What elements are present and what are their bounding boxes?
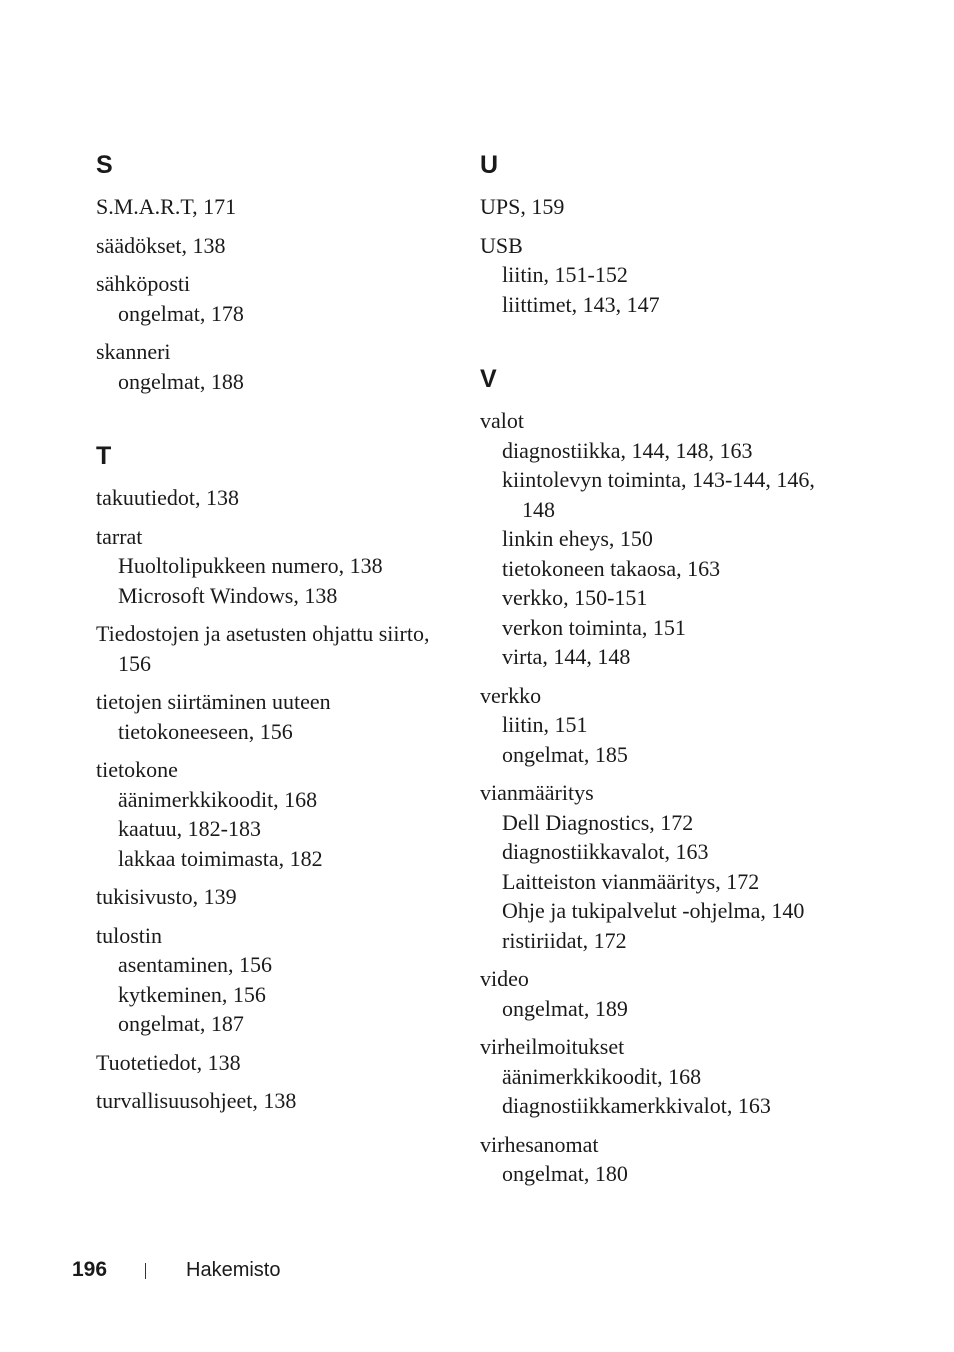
entry-subterm: Huoltolipukkeen numero, 138 — [118, 553, 383, 578]
section-letter: V — [480, 365, 497, 393]
index-entry — [96, 231, 456, 261]
entry-term: tukisivusto, 139 — [96, 884, 237, 909]
footer-separator — [145, 1263, 146, 1279]
entry-subterm: äänimerkkikoodit, 168 — [502, 1063, 702, 1089]
section-letter: T — [96, 442, 112, 470]
entry-term: takuutiedot, 138 — [96, 485, 239, 510]
entry-term: turvallisuusohjeet, 138 — [96, 1088, 297, 1113]
index-entry — [480, 778, 840, 955]
entry-term: vianmääritys — [480, 780, 594, 805]
entry-subterm: diagnostiikkamerkkivalot, 163 — [502, 1093, 771, 1118]
entry-subterm: verkko, 150-151 — [502, 585, 648, 610]
section-letter: S — [96, 151, 113, 179]
entry-subterm: ongelmat, 185 — [502, 741, 628, 767]
index-entry — [96, 619, 456, 678]
index-section — [96, 441, 456, 1116]
entry-term: tarrat — [96, 523, 143, 549]
index-section — [96, 150, 456, 396]
entry-term: virhesanomat — [480, 1131, 599, 1157]
entry-subterm: ristiriidat, 172 — [502, 927, 627, 953]
entry-subterm: tietokoneen takaosa, 163 — [502, 555, 721, 581]
index-entry — [480, 406, 840, 672]
entry-subterm: liitin, 151 — [502, 712, 588, 737]
index-entry — [96, 192, 456, 222]
index-entry — [480, 964, 840, 1023]
entry-subterm: ongelmat, 187 — [118, 1011, 244, 1036]
entry-subterm: kytkeminen, 156 — [118, 981, 266, 1007]
index-entry — [480, 231, 840, 320]
entry-subterm: linkin eheys, 150 — [502, 526, 653, 551]
entry-subterm: diagnostiikka, 144, 148, 163 — [502, 437, 753, 463]
entry-term: Tuotetiedot, 138 — [96, 1049, 241, 1075]
index-entry — [96, 921, 456, 1039]
index-entry — [96, 483, 456, 513]
entry-term: tietokone — [96, 757, 178, 782]
entry-subterm: lakkaa toimimasta, 182 — [118, 845, 323, 871]
entry-subterm: diagnostiikkavalot, 163 — [502, 839, 709, 864]
entry-term: tulostin — [96, 922, 163, 948]
entry-subterm: Dell Diagnostics, 172 — [502, 809, 694, 835]
index-entry — [96, 755, 456, 873]
entry-subterm: verkon toiminta, 151 — [502, 614, 686, 640]
entry-subterm: ongelmat, 188 — [118, 368, 244, 394]
index-entry — [96, 1048, 456, 1078]
index-entry — [96, 687, 456, 746]
entry-subterm: ongelmat, 178 — [118, 300, 244, 326]
index-entry — [480, 681, 840, 770]
index-section — [480, 150, 840, 319]
section-letter: U — [480, 151, 499, 179]
entry-subterm: kaatuu, 182-183 — [118, 816, 261, 841]
index-entry — [480, 192, 840, 222]
entry-subterm: asentaminen, 156 — [118, 952, 272, 977]
page-number: 196 — [72, 1258, 108, 1281]
entry-term: skanneri — [96, 339, 171, 364]
entry-subterm: Ohje ja tukipalvelut -ohjelma, 140 — [502, 898, 805, 923]
index-entry — [96, 1086, 456, 1116]
entry-subterm: liittimet, 143, 147 — [502, 291, 660, 317]
index-column-right — [480, 150, 840, 1234]
entry-term: säädökset, 138 — [96, 232, 226, 258]
index-column-left — [96, 150, 456, 1161]
index-entry — [480, 1032, 840, 1121]
index-entry — [96, 882, 456, 912]
entry-term: USB — [480, 232, 523, 258]
entry-term: valot — [480, 408, 524, 433]
entry-subterm: Laitteiston vianmääritys, 172 — [502, 868, 760, 894]
entry-subterm: ongelmat, 180 — [502, 1161, 628, 1186]
entry-term: virheilmoitukset — [480, 1034, 625, 1059]
entry-subterm: liitin, 151-152 — [502, 262, 628, 287]
index-entry — [480, 1130, 840, 1189]
entry-term: UPS, 159 — [480, 194, 565, 219]
entry-subterm: Microsoft Windows, 138 — [118, 582, 338, 608]
index-entry — [96, 337, 456, 396]
entry-term: Tiedostojen ja asetusten ohjattu siirto, 156 — [96, 621, 430, 676]
index-section — [480, 364, 840, 1189]
entry-subterm: kiintolevyn toiminta, 143-144, 146, 148 — [502, 467, 815, 522]
page-footer — [0, 1256, 954, 1286]
entry-term: tietojen siirtäminen uuteen tietokoneeseen, 156 — [96, 689, 331, 744]
footer-title: Hakemisto — [186, 1259, 281, 1281]
index-entry — [96, 522, 456, 611]
entry-term: sähköposti — [96, 271, 191, 296]
entry-term: video — [480, 966, 529, 991]
entry-term: S.M.A.R.T, 171 — [96, 194, 237, 219]
entry-subterm: äänimerkkikoodit, 168 — [118, 786, 318, 812]
index-entry — [96, 269, 456, 328]
entry-term: verkko — [480, 682, 542, 708]
entry-subterm: ongelmat, 189 — [502, 995, 628, 1021]
entry-subterm: virta, 144, 148 — [502, 644, 631, 669]
